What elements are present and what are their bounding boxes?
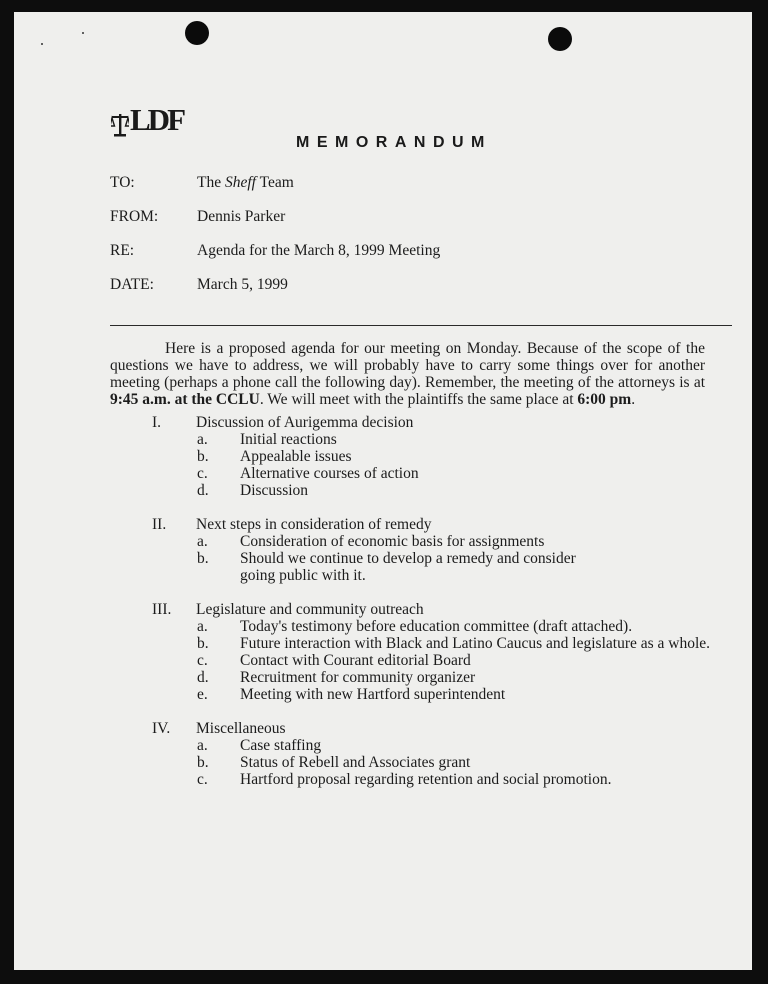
punch-hole-left — [185, 21, 209, 45]
header-label: TO: — [110, 174, 135, 191]
section-number: II. — [152, 516, 167, 533]
item-text: Today's testimony before education committee (draft attached). — [240, 618, 633, 635]
header-value — [197, 174, 294, 192]
item-letter: a. — [197, 737, 208, 754]
header-row — [110, 208, 285, 226]
memo-page — [14, 12, 752, 970]
intro-text: Here is a proposed agenda for our meeting on Monday. Because of the scope of the questions we have to address, we will probably have to carry some things over for another meeting (perhaps a phone call the following day). Remember, the meeting of the attorneys is at — [110, 340, 705, 391]
item-text: Alternative courses of action — [240, 465, 419, 482]
item-letter: d. — [197, 669, 209, 686]
intro-paragraph — [110, 340, 705, 408]
item-letter: e. — [197, 686, 208, 703]
section-heading: Miscellaneous — [196, 720, 286, 737]
section-number: III. — [152, 601, 172, 618]
item-letter: b. — [197, 635, 209, 652]
ldf-logo — [111, 104, 183, 135]
section-heading: Discussion of Aurigemma decision — [196, 414, 414, 431]
header-value-text: Team — [255, 174, 294, 191]
item-text: Meeting with new Hartford superintendent — [240, 686, 506, 703]
item-letter: b. — [197, 448, 209, 465]
item-text: Should we continue to develop a remedy and consider — [240, 550, 576, 567]
item-letter: b. — [197, 754, 209, 771]
item-letter: c. — [197, 652, 208, 669]
item-text: Appealable issues — [240, 448, 352, 465]
item-text: Initial reactions — [240, 431, 337, 448]
speck — [82, 32, 84, 34]
item-text: Future interaction with Black and Latino Caucus and legislature as a whole. — [240, 635, 711, 652]
header-row — [110, 276, 288, 294]
item-text: going public with it. — [240, 567, 366, 584]
speck — [41, 43, 43, 45]
intro-text: . — [631, 391, 636, 408]
item-letter: a. — [197, 533, 208, 550]
intro-text: . We will meet with the plaintiffs the same place at — [259, 391, 578, 408]
item-text: Discussion — [240, 482, 309, 499]
punch-hole-right — [548, 27, 572, 51]
section-number: IV. — [152, 720, 171, 737]
header-value-italic: Sheff — [224, 174, 256, 191]
header-value-text: March 5, 1999 — [197, 276, 288, 293]
memo-title: MEMORANDUM — [296, 134, 492, 151]
item-text: Hartford proposal regarding retention and social promotion. — [240, 771, 612, 788]
item-letter: a. — [197, 431, 208, 448]
header-label: FROM: — [110, 208, 159, 225]
logo-text: LDF — [130, 102, 183, 137]
header-label: DATE: — [110, 276, 154, 293]
item-text: Case staffing — [240, 737, 322, 754]
header-value-text: The — [197, 174, 225, 191]
section-number: I. — [152, 414, 162, 431]
item-letter: a. — [197, 618, 208, 635]
item-text: Recruitment for community organizer — [240, 669, 476, 686]
intro-bold-time-place: 9:45 a.m. at the CCLU — [110, 391, 260, 408]
item-text: Status of Rebell and Associates grant — [240, 754, 471, 771]
section-heading: Next steps in consideration of remedy — [196, 516, 432, 533]
header-row — [110, 174, 294, 192]
header-value — [197, 242, 440, 260]
intro-bold-time: 6:00 pm — [577, 391, 632, 408]
item-letter: d. — [197, 482, 209, 499]
scales-of-justice-icon — [111, 109, 129, 135]
header-row — [110, 242, 440, 260]
header-value — [197, 208, 285, 226]
item-letter: c. — [197, 771, 208, 788]
header-divider — [110, 325, 732, 326]
item-text: Consideration of economic basis for assignments — [240, 533, 545, 550]
header-value-text: Dennis Parker — [197, 208, 286, 225]
item-text: Contact with Courant editorial Board — [240, 652, 471, 669]
section-heading: Legislature and community outreach — [196, 601, 424, 618]
item-letter: b. — [197, 550, 209, 567]
item-letter: c. — [197, 465, 208, 482]
header-value — [197, 276, 288, 294]
header-value-text: Agenda for the March 8, 1999 Meeting — [197, 242, 441, 259]
header-label: RE: — [110, 242, 135, 259]
